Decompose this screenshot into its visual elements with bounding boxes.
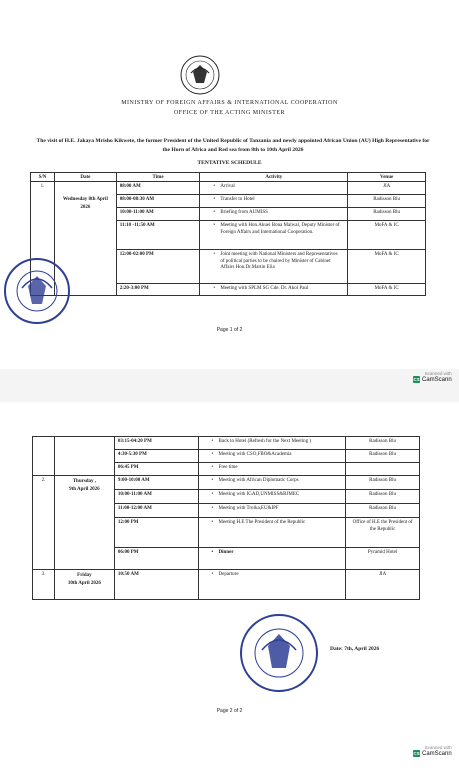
venue-cell: Radisson Blu bbox=[348, 195, 426, 208]
time-cell: 11:10 -11:50 AM bbox=[116, 221, 200, 250]
venue-cell: Pyramid Hotel bbox=[346, 548, 420, 570]
time-cell: 03:15-04:20 PM bbox=[114, 437, 198, 450]
date-cell: Thursday , 9th April 2026 bbox=[54, 476, 114, 570]
time-cell: 4:30-5:30 PM bbox=[114, 450, 198, 463]
date-cell: Wednesday 8th April 2026 bbox=[54, 182, 116, 296]
activity-cell: • Meeting with Hon.Akuei Bona Malwal, Deputy Minister of Foreign Affairs and International Cooperation. bbox=[200, 221, 348, 250]
col-venue: Venue bbox=[348, 173, 426, 182]
visit-intro: The visit of H.E. Jakaya Mrisho Kikwete, the former President of the United Republic of Tanzania and newly appointed African Union (AU) High Representative for the Horn of Africa and Red sea from 8th to 10th April 2026 bbox=[36, 138, 430, 153]
time-cell: 11:00-12:00 AM bbox=[114, 504, 198, 518]
time-cell: 06:00 PM bbox=[114, 548, 198, 570]
sn-cell bbox=[33, 437, 55, 476]
venue-cell: Radisson Blu bbox=[346, 450, 420, 463]
camscanner-icon: CS bbox=[413, 377, 420, 382]
activity-cell: • Transfer to Hotel bbox=[200, 195, 348, 208]
activity-cell: • Meeting with CSO,FBO&Academia bbox=[198, 450, 346, 463]
time-cell: 06:45 PM bbox=[114, 463, 198, 476]
coat-of-arms-seal bbox=[180, 55, 220, 95]
venue-cell: MoFA & IC bbox=[348, 250, 426, 284]
signed-date: Date: 7th, April 2026 bbox=[330, 646, 380, 652]
venue-cell: Radisson Blu bbox=[346, 437, 420, 450]
activity-cell: • Meeting with Troika,EU&IPF bbox=[198, 504, 346, 518]
sn-cell: 1. bbox=[31, 182, 55, 296]
time-cell: 12:00-02:00 PM bbox=[116, 250, 200, 284]
col-sn: S/N bbox=[31, 173, 55, 182]
schedule-title: TENTATIVE SCHEDULE bbox=[197, 160, 262, 166]
scanner-watermark-1: Scanned with CS CamScann bbox=[413, 371, 452, 383]
page-number-2: Page 2 of 2 bbox=[216, 708, 243, 714]
office-stamp-left bbox=[2, 256, 72, 326]
time-cell: 10:50 AM bbox=[114, 570, 198, 600]
activity-cell: • Back to Hotel (Refresh for the Next Meeting ) bbox=[198, 437, 346, 450]
scanner-watermark-2: Scanned with CS CamScann bbox=[413, 745, 452, 757]
venue-cell: JIA bbox=[346, 570, 420, 600]
page-number-1: Page 1 of 2 bbox=[216, 327, 243, 333]
activity-cell: • Joint meeting with National Ministers and Representatives of political parties to be chaired by Minister of Cabinet Affairs Hon.Dr.Martin Elia bbox=[200, 250, 348, 284]
date-cell: Friday 10th April 2026 bbox=[54, 570, 114, 600]
schedule-table-page2 bbox=[32, 436, 420, 600]
document-page-1 bbox=[0, 0, 459, 369]
activity-cell: • Departure bbox=[198, 570, 346, 600]
col-activity: Activity bbox=[200, 173, 348, 182]
office-stamp-center bbox=[238, 612, 320, 694]
venue-cell: Radisson Blu bbox=[348, 208, 426, 221]
activity-cell: • Free time bbox=[198, 463, 346, 476]
venue-cell: MoFA & IC bbox=[348, 284, 426, 296]
activity-cell: • Dinner bbox=[198, 548, 346, 570]
venue-cell: JIA bbox=[348, 182, 426, 195]
time-cell: 08:00-08:30 AM bbox=[116, 195, 200, 208]
venue-cell: Radisson Blu bbox=[346, 476, 420, 490]
venue-cell: Office of H.E the President of the Republic bbox=[346, 518, 420, 548]
time-cell: 12:00 PM bbox=[114, 518, 198, 548]
ministry-heading: MINISTRY OF FOREIGN AFFAIRS & INTERNATIONAL COOPERATION bbox=[121, 100, 338, 106]
time-cell: 10:00-11:00 AM bbox=[116, 208, 200, 221]
sn-cell: 3. bbox=[33, 570, 55, 600]
office-heading: OFFICE OF THE ACTING MINISTER bbox=[173, 110, 286, 116]
schedule-table-page1 bbox=[30, 172, 426, 296]
date-cell bbox=[54, 437, 114, 476]
activity-cell: • Meeting with African Diplomatic Corps bbox=[198, 476, 346, 490]
time-cell: 10:00-11:00 AM bbox=[114, 490, 198, 504]
col-time: Time bbox=[116, 173, 200, 182]
document-page-2 bbox=[0, 402, 459, 770]
time-cell: 2:20-3:00 PM bbox=[116, 284, 200, 296]
col-date: Date bbox=[54, 173, 116, 182]
activity-cell: • Meeting H.E The President of the Republic bbox=[198, 518, 346, 548]
time-cell: 08:00 AM bbox=[116, 182, 200, 195]
time-cell: 9:00-10:00 AM bbox=[114, 476, 198, 490]
venue-cell: Radisson Blu bbox=[346, 504, 420, 518]
camscanner-icon: CS bbox=[413, 751, 420, 756]
activity-cell: • Arrival bbox=[200, 182, 348, 195]
activity-cell: • Meeting with SPLM SG Cde. Dr. Akol Paul bbox=[200, 284, 348, 296]
venue-cell bbox=[346, 463, 420, 476]
venue-cell: MoFA & IC bbox=[348, 221, 426, 250]
page-gap bbox=[0, 369, 459, 402]
activity-cell: • Briefing from AUMISS bbox=[200, 208, 348, 221]
activity-cell: • Meeting with IGAD,UNMISS&RJMEC bbox=[198, 490, 346, 504]
sn-cell: 2. bbox=[33, 476, 55, 570]
venue-cell: Radisson Blu bbox=[346, 490, 420, 504]
